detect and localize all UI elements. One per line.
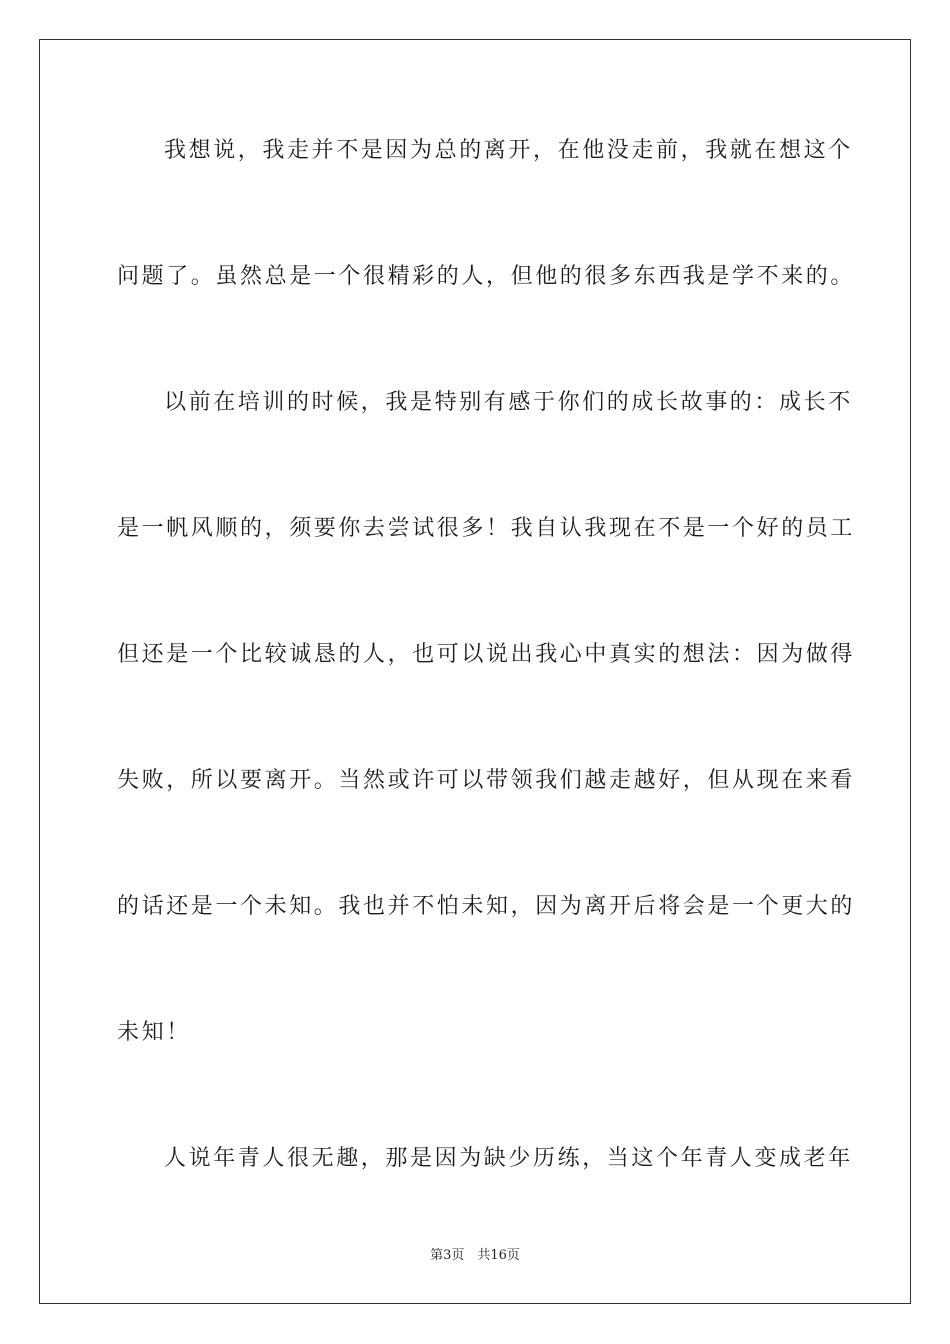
page-border bbox=[39, 39, 911, 1304]
paragraph-2-line-2: 是一帆风顺的，须要你去尝试很多！我自认我现在不是一个好的员工 bbox=[117, 516, 856, 541]
page-number-footer: 第3页 共16页 bbox=[430, 1248, 520, 1263]
paragraph-1-line-2: 问题了。虽然总是一个很精彩的人，但他的很多东西我是学不来的。 bbox=[117, 264, 856, 289]
paragraph-2-line-1: 以前在培训的时候，我是特别有感于你们的成长故事的：成长不 bbox=[164, 390, 853, 415]
paragraph-2-line-5: 的话还是一个未知。我也并不怕未知，因为离开后将会是一个更大的 bbox=[117, 894, 856, 919]
paragraph-2-line-3: 但还是一个比较诚恳的人，也可以说出我心中真实的想法：因为做得 bbox=[117, 642, 856, 667]
paragraph-2-line-4: 失败，所以要离开。当然或许可以带领我们越走越好，但从现在来看 bbox=[117, 768, 856, 793]
paragraph-1-line-1: 我想说，我走并不是因为总的离开，在他没走前，我就在想这个 bbox=[164, 138, 853, 163]
paragraph-3-line-1: 人说年青人很无趣，那是因为缺少历练，当这个年青人变成老年 bbox=[164, 1146, 853, 1171]
paragraph-2-line-6: 未知！ bbox=[117, 1020, 191, 1045]
